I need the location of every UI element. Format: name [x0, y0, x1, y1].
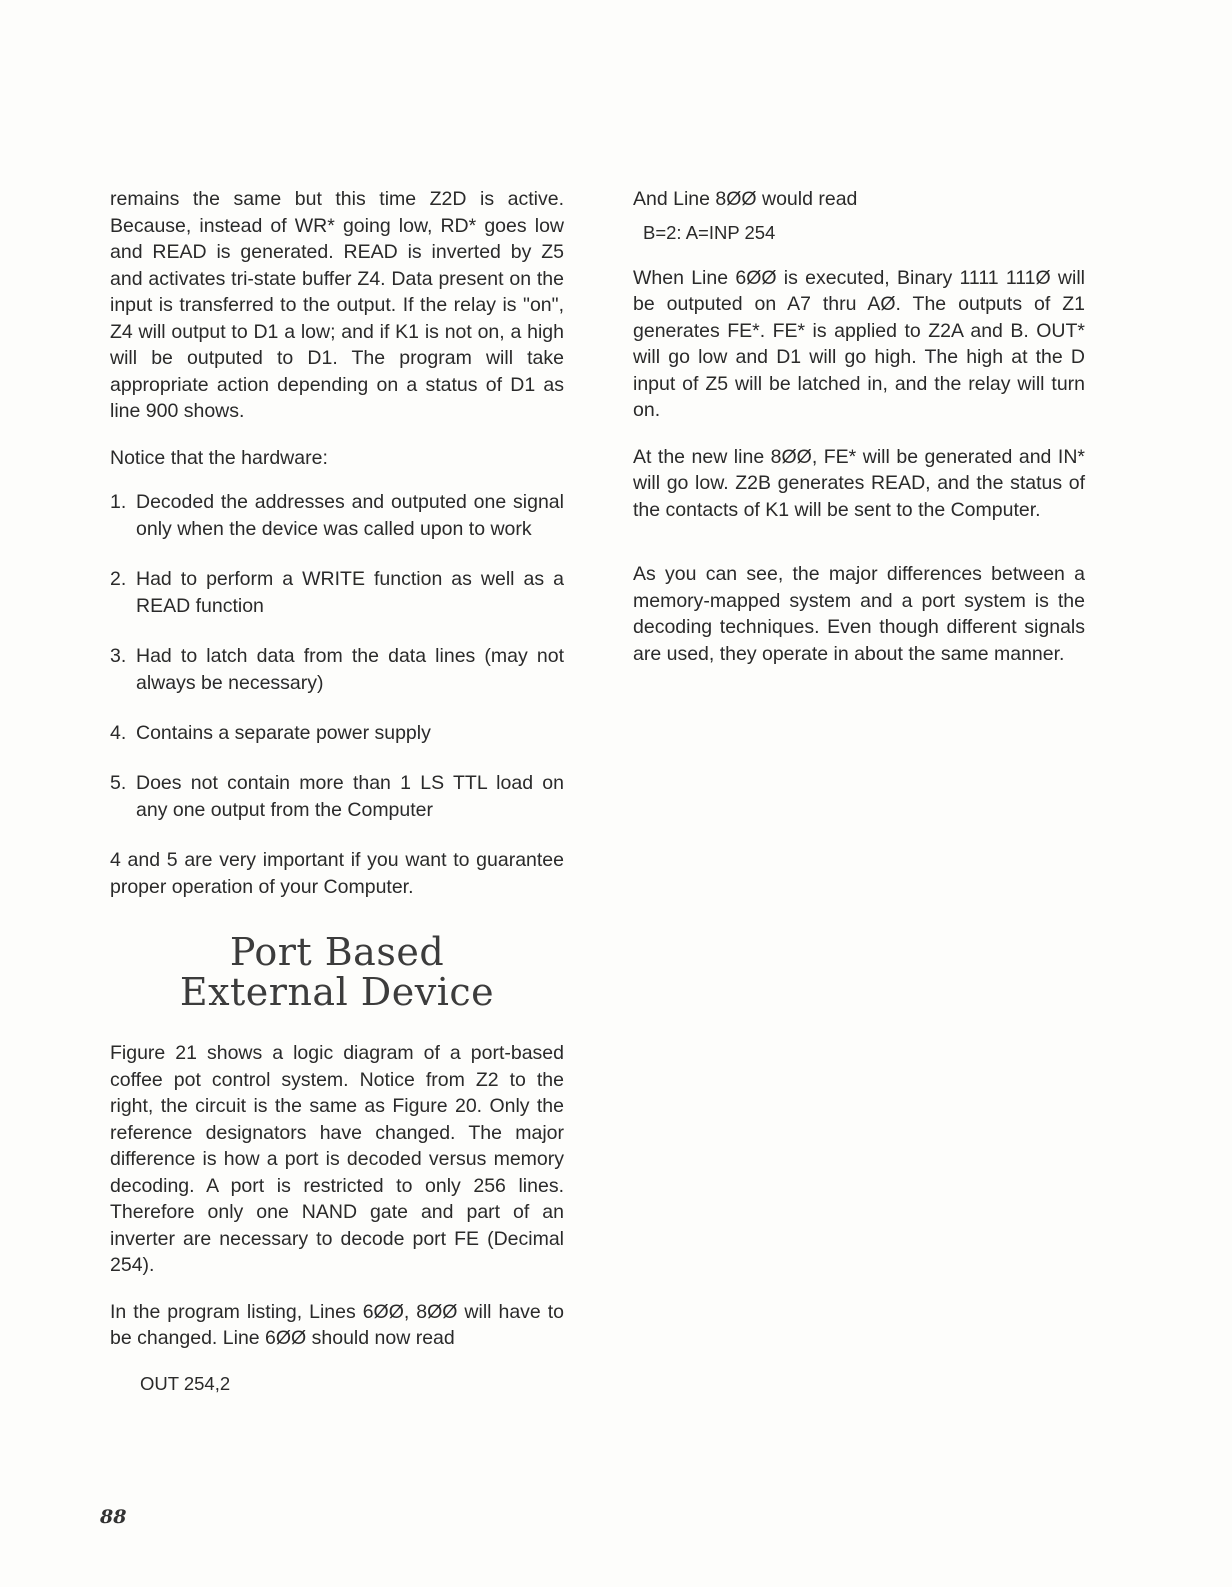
right-column [633, 186, 1085, 667]
paragraph-differences: As you can see, the major differences between a memory-mapped system and a port system is the decoding techniques. Even though different signals are used, they operate in about the same manner. [633, 563, 1085, 665]
heading-line-1: Port Based [229, 930, 445, 974]
section-heading [110, 932, 564, 1012]
page-number: 88 [100, 1506, 127, 1528]
paragraph-line-600-executed: When Line 6ØØ is executed, Binary 1111 111Ø will be outputed on A7 thru AØ. The outputs of Z1 generates FE*. FE* is applied to Z2A and B. OUT* will go low and D1 will go high. The high at the D input of Z5 will be latched in, and the relay will turn on. [633, 266, 1085, 421]
paragraph-importance: 4 and 5 are very important if you want to guarantee proper operation of your Computer. [110, 849, 564, 898]
left-column [110, 186, 564, 1396]
code-out: OUT 254,2 [140, 1372, 231, 1394]
heading-line-2: External Device [179, 970, 495, 1014]
paragraph-figure-21: Figure 21 shows a logic diagram of a port-based coffee pot control system. Notice from Z2 to the right, the circuit is the same as Figure 20. Only the reference designators have changed. The major difference is how a port is decoded versus memory decoding. A port is restricted to only 256 lines. Therefore only one NAND gate and part of an inverter are necessary to decode port FE (Decimal 254). [110, 1042, 564, 1276]
code-inp: B=2: A=INP 254 [643, 221, 776, 243]
list-item: 5. Does not contain more than 1 LS TTL load on any one output from the Computer [110, 772, 564, 821]
list-item: 2. Had to perform a WRITE function as well as a READ function [110, 568, 564, 617]
hardware-list [110, 489, 564, 824]
paragraph-new-line-800: At the new line 8ØØ, FE* will be generated and IN* will go low. Z2B generates READ, and the status of the contacts of K1 will be sent to the Computer. [633, 445, 1085, 521]
paragraph-relay-read: remains the same but this time Z2D is active. Because, instead of WR* going low, RD* goes low and READ is generated. READ is inverted by Z5 and activates tri-state buffer Z4. Data present on the input is transferred to the output. If the relay is "on", Z4 will output to D1 a low; and if K1 is not on, a high will be outputed to D1. The program will take appropriate action depending on a status of D1 as line 900 shows. [110, 188, 564, 422]
paragraph-line-800: And Line 8ØØ would read [633, 188, 858, 210]
list-item: 4. Contains a separate power supply [110, 722, 431, 744]
list-item: 1. Decoded the addresses and outputed one signal only when the device was called upon to work [110, 491, 564, 540]
list-item: 3. Had to latch data from the data lines (may not always be necessary) [110, 645, 564, 694]
paragraph-program-listing: In the program listing, Lines 6ØØ, 8ØØ will have to be changed. Line 6ØØ should now read [110, 1300, 564, 1349]
paragraph-hardware-intro: Notice that the hardware: [110, 446, 328, 469]
